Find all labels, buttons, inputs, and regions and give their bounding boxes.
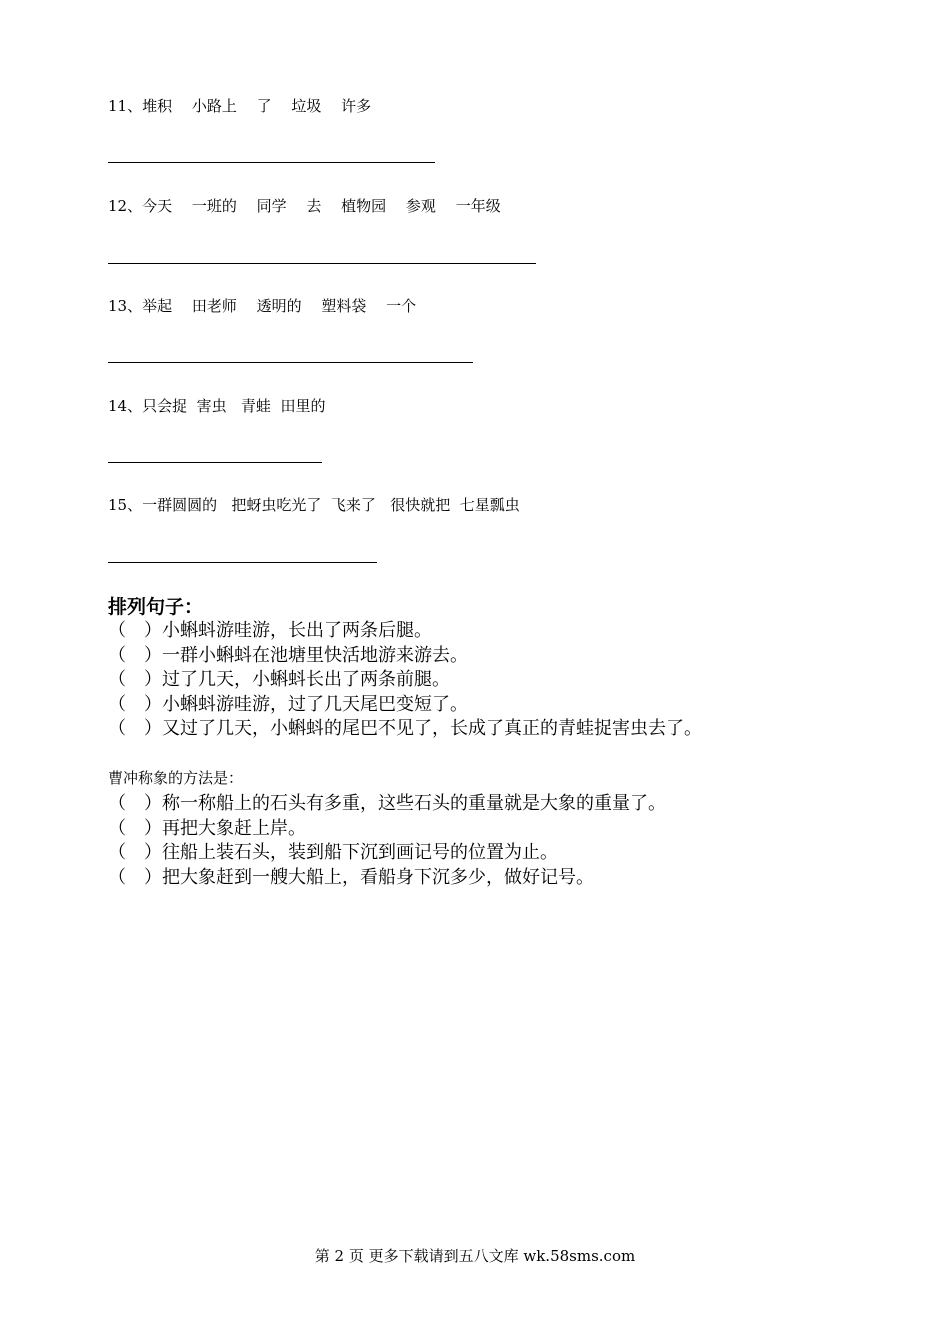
caochong-steps-list [108,792,666,890]
question-words: 堆积 小路上 了 垃圾 许多 [142,97,372,115]
list-item [108,644,702,669]
answer-paren: （ ） [108,817,162,839]
question-words: 一群圆圆的 把蚜虫吃光了 飞来了 很快就把 七星瓢虫 [142,496,520,514]
answer-line-15 [108,562,377,563]
sentence-order-list [108,619,702,742]
answer-paren: （ ） [108,718,162,740]
section-title-caochong: 曹冲称象的方法是： [108,769,244,787]
sentence-text: 称一称船上的石头有多重，这些石头的重量就是大象的重量了。 [162,793,666,814]
sentence-text: 小蝌蚪游哇游，长出了两条后腿。 [162,620,432,641]
list-item [108,866,666,891]
list-item [108,792,666,817]
answer-line-13 [108,362,473,363]
question-words: 今天 一班的 同学 去 植物园 参观 一年级 [142,197,501,215]
answer-paren: （ ） [108,842,162,864]
answer-line-14 [108,462,322,463]
question-15 [108,495,520,515]
sentence-text: 又过了几天，小蝌蚪的尾巴不见了，长成了真正的青蛙捉害虫去了。 [162,718,702,740]
question-number: 14、 [108,397,143,415]
answer-paren: （ ） [108,693,162,715]
question-13 [108,296,416,316]
sentence-text: 小蝌蚪游哇游，过了几天尾巴变短了。 [162,693,468,715]
answer-paren: （ ） [108,669,162,691]
sentence-text: 一群小蝌蚪在池塘里快活地游来游去。 [162,644,468,666]
question-number: 12、 [108,197,143,215]
sentence-text: 过了几天，小蝌蚪长出了两条前腿。 [162,669,450,691]
answer-line-11 [108,162,435,163]
question-14 [108,396,325,416]
answer-line-12 [108,263,536,264]
sentence-text: 把大象赶到一艘大船上，看船身下沉多少，做好记号。 [162,866,594,888]
answer-paren: （ ） [108,793,162,814]
question-number: 13、 [108,297,143,315]
list-item [108,717,702,742]
list-item [108,619,702,644]
sentence-text: 往船上装石头，装到船下沉到画记号的位置为止。 [162,842,558,864]
question-words: 举起 田老师 透明的 塑料袋 一个 [142,297,417,315]
list-item [108,817,666,842]
list-item [108,841,666,866]
page-footer: 第 2 页 更多下载请到五八文库 wk.58sms.com [314,1247,636,1265]
answer-paren: （ ） [108,644,162,666]
answer-paren: （ ） [108,866,162,888]
section-title-sentence-order: 排列句子： [108,596,204,618]
question-11 [108,96,371,116]
sentence-text: 再把大象赶上岸。 [162,817,306,839]
question-12 [108,196,501,216]
answer-paren: （ ） [108,620,162,641]
question-words: 只会捉 害虫 青蛙 田里的 [142,397,326,415]
list-item [108,668,702,693]
list-item [108,693,702,718]
question-number: 11、 [108,97,143,115]
question-number: 15、 [108,496,143,514]
